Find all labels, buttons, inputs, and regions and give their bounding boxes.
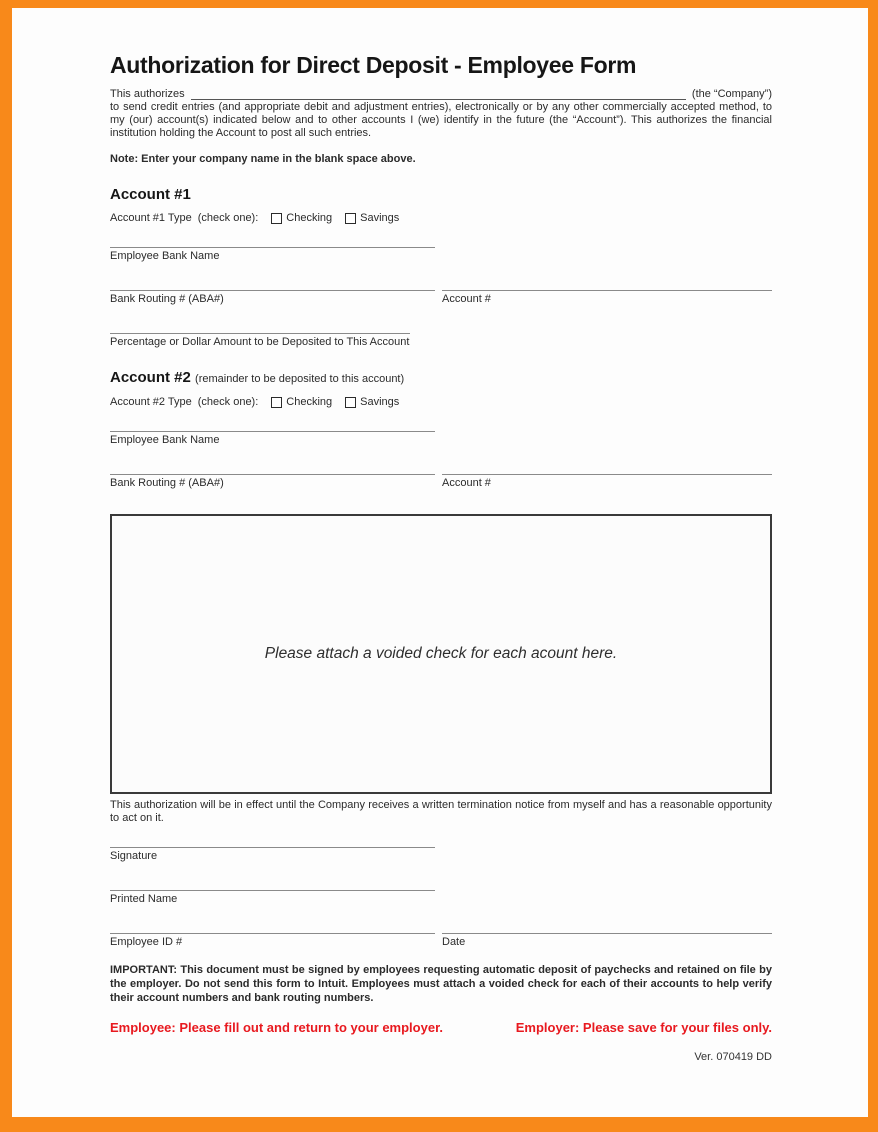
authorization-duration-text: This authorization will be in effect until the Company receives a written termination notice from myself and has a reasonable opportunity to act on it. <box>110 799 772 824</box>
account2-savings-label: Savings <box>360 396 400 408</box>
account1-routing-label: Bank Routing # (ABA#) <box>110 293 224 305</box>
account2-type-row <box>110 395 772 409</box>
red-instructions-row <box>110 1021 772 1035</box>
important-notice: IMPORTANT: This document must be signed by employees requesting automatic deposit of paychecks and retained on file by the employer. Do not send this form to Intuit. Employees must attach a voided check for each of their accounts to help verify their account numbers and bank routing numbers. <box>110 964 772 1004</box>
account2-account-number-label: Account # <box>442 477 491 489</box>
form-content <box>110 8 772 1064</box>
account1-amount-blank[interactable] <box>110 333 410 334</box>
account1-checking-label: Checking <box>286 212 333 224</box>
employee-id-label: Employee ID # <box>110 936 183 948</box>
account1-routing-account-row <box>110 290 772 306</box>
account2-heading: Account #2 (remainder to be deposited to this account) <box>110 369 405 386</box>
signature-blank[interactable] <box>110 847 435 848</box>
voided-check-hint: Please attach a voided check for each acount here. <box>264 645 618 662</box>
account1-account-number-field <box>442 290 772 306</box>
signature-label: Signature <box>110 850 158 862</box>
account1-heading: Account #1 <box>110 186 191 203</box>
printed-name-label: Printed Name <box>110 893 178 905</box>
employee-id-date-row <box>110 933 772 949</box>
account2-routing-account-row <box>110 474 772 490</box>
account1-savings-label: Savings <box>360 212 400 224</box>
account2-checking-checkbox[interactable] <box>271 397 282 408</box>
authorizes-prefix: This authorizes <box>110 88 185 100</box>
printed-name-field <box>110 890 435 906</box>
account2-account-number-field <box>442 474 772 490</box>
page-title: Authorization for Direct Deposit - Employee Form <box>110 52 637 78</box>
voided-check-attachment-box[interactable] <box>110 514 772 794</box>
document-page <box>12 8 868 1117</box>
account2-account-number-blank[interactable] <box>442 474 772 475</box>
account1-type-label: Account #1 Type <box>110 212 192 224</box>
account1-account-number-label: Account # <box>442 293 491 305</box>
date-label: Date <box>442 936 466 948</box>
employee-instruction: Employee: Please fill out and return to your employer. <box>110 1020 444 1035</box>
company-name-note: Note: Enter your company name in the blank space above. <box>110 153 416 165</box>
company-name-blank-field[interactable] <box>191 88 686 100</box>
account1-amount-label: Percentage or Dollar Amount to be Deposited to This Account <box>110 336 410 348</box>
account2-bank-name-label: Employee Bank Name <box>110 434 220 446</box>
account1-account-number-blank[interactable] <box>442 290 772 291</box>
account1-savings-checkbox[interactable] <box>345 213 356 224</box>
account2-type-label: Account #2 Type <box>110 396 192 408</box>
account2-savings-checkbox[interactable] <box>345 397 356 408</box>
account2-heading-note: (remainder to be deposited to this account) <box>195 373 405 385</box>
account2-bank-name-blank[interactable] <box>110 431 435 432</box>
intro-paragraph: to send credit entries (and appropriate debit and adjustment entries), electronically or by any other commercially accepted method, to my (our) account(s) indicated below and to other accounts I (we) identify in the future (the “Account”). This authorizes the financial institution holding the Account to post all such entries. <box>110 101 772 139</box>
account1-checking-checkbox[interactable] <box>271 213 282 224</box>
account2-routing-field <box>110 474 435 490</box>
employer-instruction: Employer: Please save for your files only. <box>515 1020 772 1035</box>
date-field <box>442 933 772 949</box>
company-suffix: (the “Company”) <box>691 88 772 100</box>
printed-name-blank[interactable] <box>110 890 435 891</box>
account1-amount-field <box>110 333 772 349</box>
account1-bank-name-blank[interactable] <box>110 247 435 248</box>
account2-check-one-label: (check one): <box>197 396 259 408</box>
authorizes-line <box>110 88 772 101</box>
date-blank[interactable] <box>442 933 772 934</box>
account2-bank-name-field <box>110 431 435 447</box>
account2-routing-label: Bank Routing # (ABA#) <box>110 477 224 489</box>
employee-id-blank[interactable] <box>110 933 435 934</box>
account1-routing-field <box>110 290 435 306</box>
employee-id-field <box>110 933 435 949</box>
account2-checking-label: Checking <box>286 396 333 408</box>
version-label: Ver. 070419 DD <box>694 1051 772 1063</box>
account1-bank-name-field <box>110 247 435 263</box>
account1-check-one-label: (check one): <box>197 212 259 224</box>
signature-field <box>110 847 435 863</box>
account1-bank-name-label: Employee Bank Name <box>110 250 220 262</box>
account1-type-row <box>110 211 772 225</box>
account2-routing-blank[interactable] <box>110 474 435 475</box>
account1-routing-blank[interactable] <box>110 290 435 291</box>
